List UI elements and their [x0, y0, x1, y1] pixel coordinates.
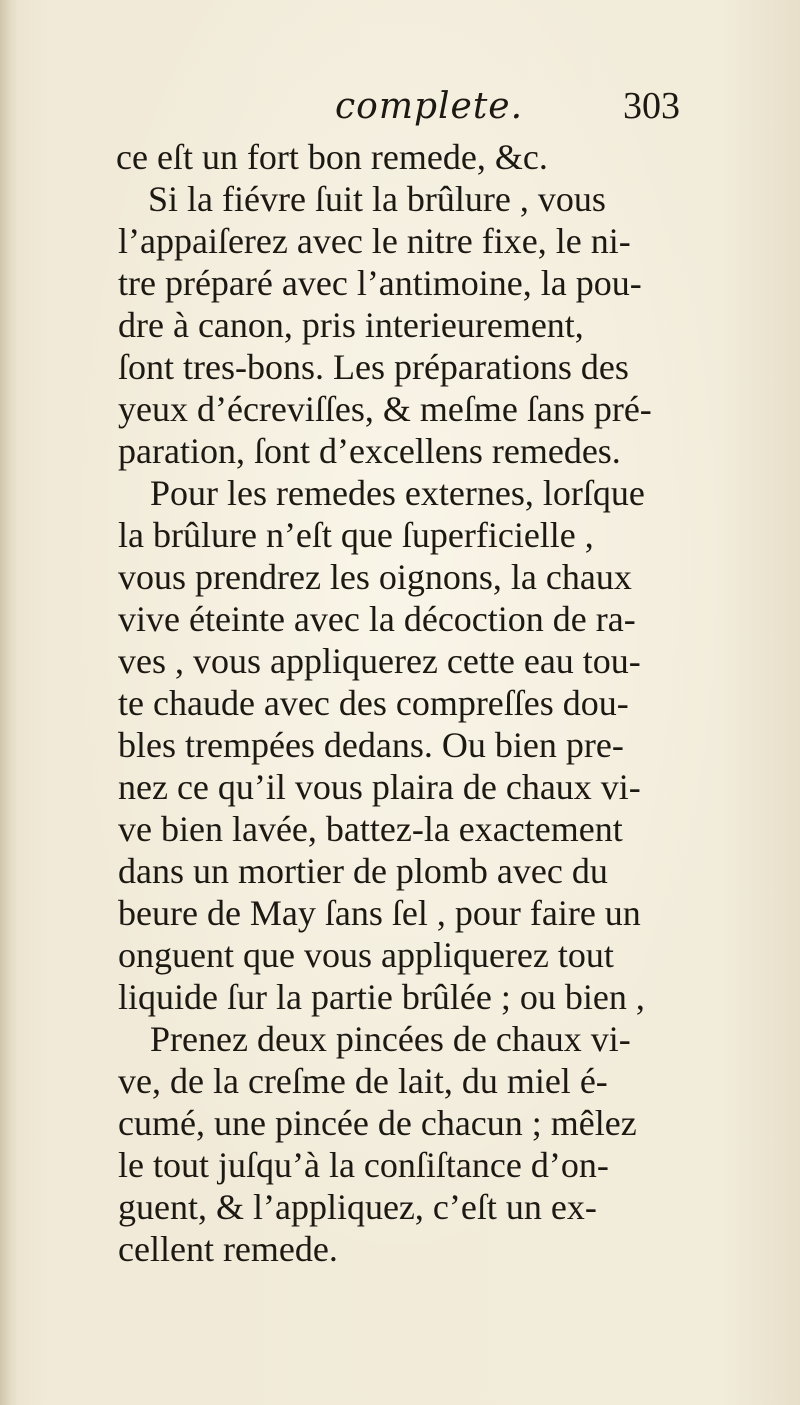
- text-line-21: liquide ſur la partie brûlée ; ou bien ,: [118, 977, 645, 1017]
- text-line-14: te chaude avec des compreſſes dou-: [118, 683, 629, 723]
- text-line-13: ves , vous appliquerez cette eau tou-: [118, 641, 641, 681]
- text-line-15: bles trempées dedans. Ou bien pre-: [118, 725, 624, 765]
- text-line-4: tre préparé avec l’antimoine, la pou-: [118, 263, 642, 303]
- text-line-1: ce eſt un fort bon remede, &c.: [116, 137, 548, 177]
- text-line-18: dans un mortier de plomb avec du: [118, 851, 608, 891]
- text-line-27: cellent remede.: [118, 1229, 338, 1269]
- text-line-20: onguent que vous appliquerez tout: [118, 935, 614, 975]
- text-line-9: Pour les remedes externes, lorſque: [150, 473, 645, 513]
- text-line-22: Prenez deux pincées de chaux vi-: [150, 1019, 631, 1059]
- text-line-10: la brûlure n’eſt que ſuperficielle ,: [118, 515, 594, 555]
- text-line-19: beure de May ſans ſel , pour faire un: [118, 893, 641, 933]
- text-line-6: ſont tres-bons. Les préparations des: [118, 347, 629, 387]
- text-line-5: dre à canon, pris interieurement,: [118, 305, 584, 345]
- text-line-17: ve bien lavée, battez-la exactement: [118, 809, 623, 849]
- text-line-24: cumé, une pincée de chacun ; mêlez: [118, 1103, 637, 1143]
- text-line-3: l’appaiſerez avec le nitre fixe, le ni-: [118, 221, 631, 261]
- text-line-26: guent, & l’appliquez, c’eſt un ex-: [118, 1187, 597, 1227]
- page-number: 303: [623, 85, 680, 127]
- text-line-25: le tout juſqu’à la conſiſtance d’on-: [118, 1145, 609, 1185]
- text-line-2: Si la fiévre ſuit la brûlure , vous: [148, 179, 606, 219]
- text-line-8: paration, ſont d’excellens remedes.: [118, 431, 621, 471]
- text-line-7: yeux d’écreviſſes, & meſme ſans pré-: [118, 389, 652, 429]
- text-line-23: ve, de la creſme de lait, du miel é-: [118, 1061, 608, 1101]
- text-line-16: nez ce qu’il vous plaira de chaux vi-: [118, 767, 641, 807]
- text-line-11: vous prendrez les oignons, la chaux: [118, 557, 632, 597]
- page-gutter-shadow: [0, 0, 18, 1405]
- text-line-12: vive éteinte avec la décoction de ra-: [118, 599, 636, 639]
- running-header-title: complete.: [335, 86, 524, 127]
